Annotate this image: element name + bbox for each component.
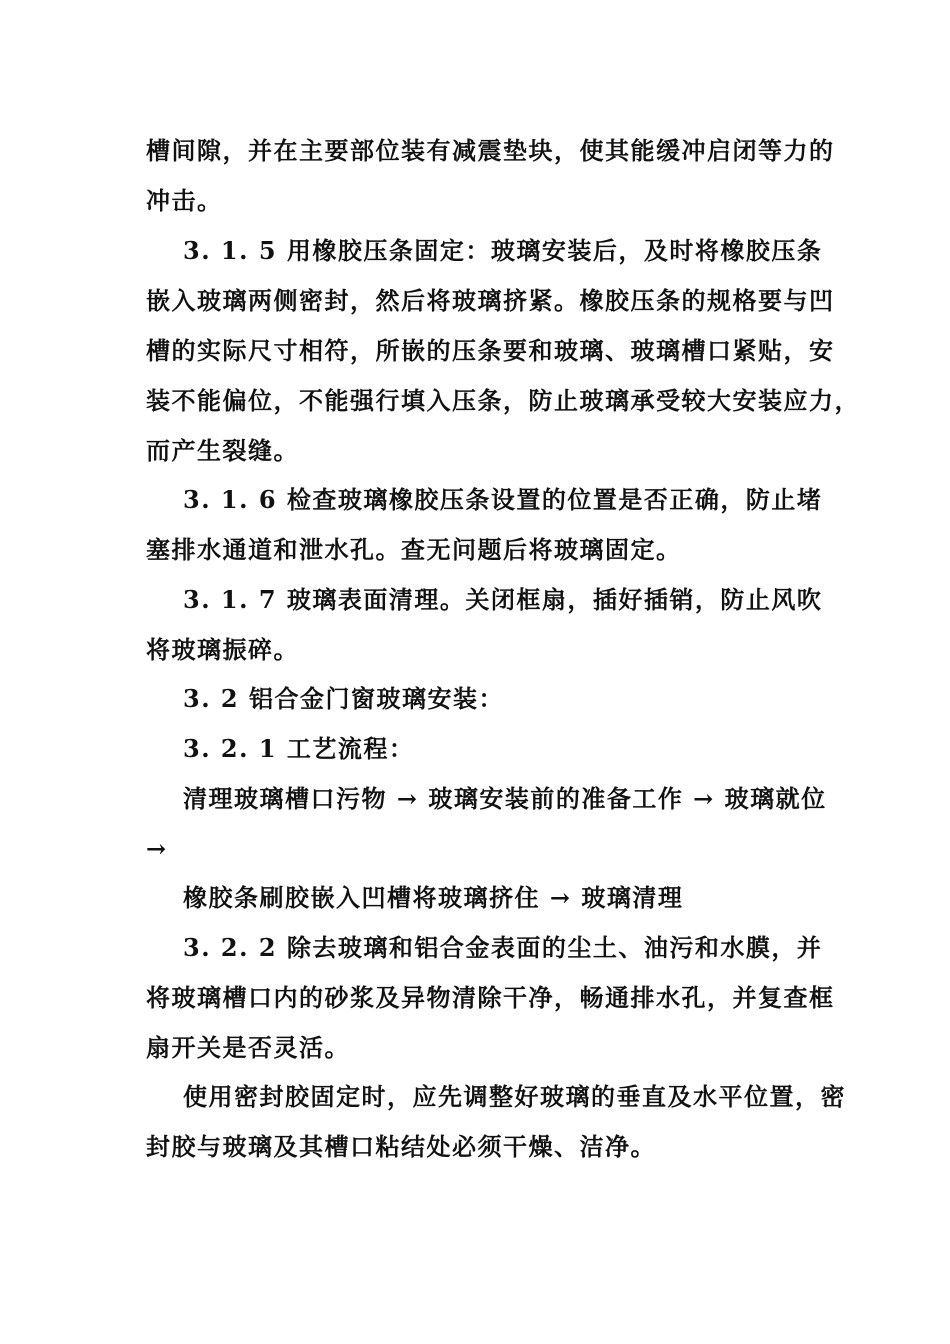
section-3-2-2: 3. 2. 2 除去玻璃和铝合金表面的尘土、油污和水膜，并 [183, 933, 823, 962]
text-line: 将玻璃振碎。 [146, 635, 299, 664]
section-3-1-6: 3. 1. 6 检查玻璃橡胶压条设置的位置是否正确，防止堵 [183, 485, 823, 514]
arrow-continuation: → [146, 834, 168, 863]
text-line: 而产生裂缝。 [146, 436, 299, 465]
text-line: 嵌入玻璃两侧密封，然后将玻璃挤紧。橡胶压条的规格要与凹 [146, 286, 835, 315]
section-3-1-7: 3. 1. 7 玻璃表面清理。关闭框扇，插好插销，防止风吹 [183, 585, 823, 614]
text-line: 槽的实际尺寸相符，所嵌的压条要和玻璃、玻璃槽口紧贴，安 [146, 336, 835, 365]
text-line: 将玻璃槽口内的砂浆及异物清除干净，畅通排水孔，并复查框 [146, 983, 835, 1012]
section-3-2-1-heading: 3. 2. 1 工艺流程： [183, 734, 415, 763]
section-3-1-5: 3. 1. 5 用橡胶压条固定：玻璃安装后，及时将橡胶压条 [183, 236, 823, 265]
sealant-paragraph: 使用密封胶固定时，应先调整好玻璃的垂直及水平位置，密 [183, 1082, 846, 1111]
text-line: 装不能偏位，不能强行填入压条，防止玻璃承受较大安装应力， [146, 386, 860, 415]
process-flow-line: 橡胶条刷胶嵌入凹槽将玻璃挤住 → 玻璃清理 [183, 883, 684, 912]
process-flow-line: 清理玻璃槽口污物 → 玻璃安装前的准备工作 → 玻璃就位 [183, 784, 827, 813]
text-line: 塞排水通道和泄水孔。查无问题后将玻璃固定。 [146, 535, 682, 564]
text-line: 扇开关是否灵活。 [146, 1033, 350, 1062]
text-line: 槽间隙，并在主要部位装有减震垫块，使其能缓冲启闭等力的 [146, 136, 835, 165]
text-line: 封胶与玻璃及其槽口粘结处必须干燥、洁净。 [146, 1132, 656, 1161]
text-line: 冲击。 [146, 186, 223, 215]
section-3-2-heading: 3. 2 铝合金门窗玻璃安装： [183, 684, 504, 713]
